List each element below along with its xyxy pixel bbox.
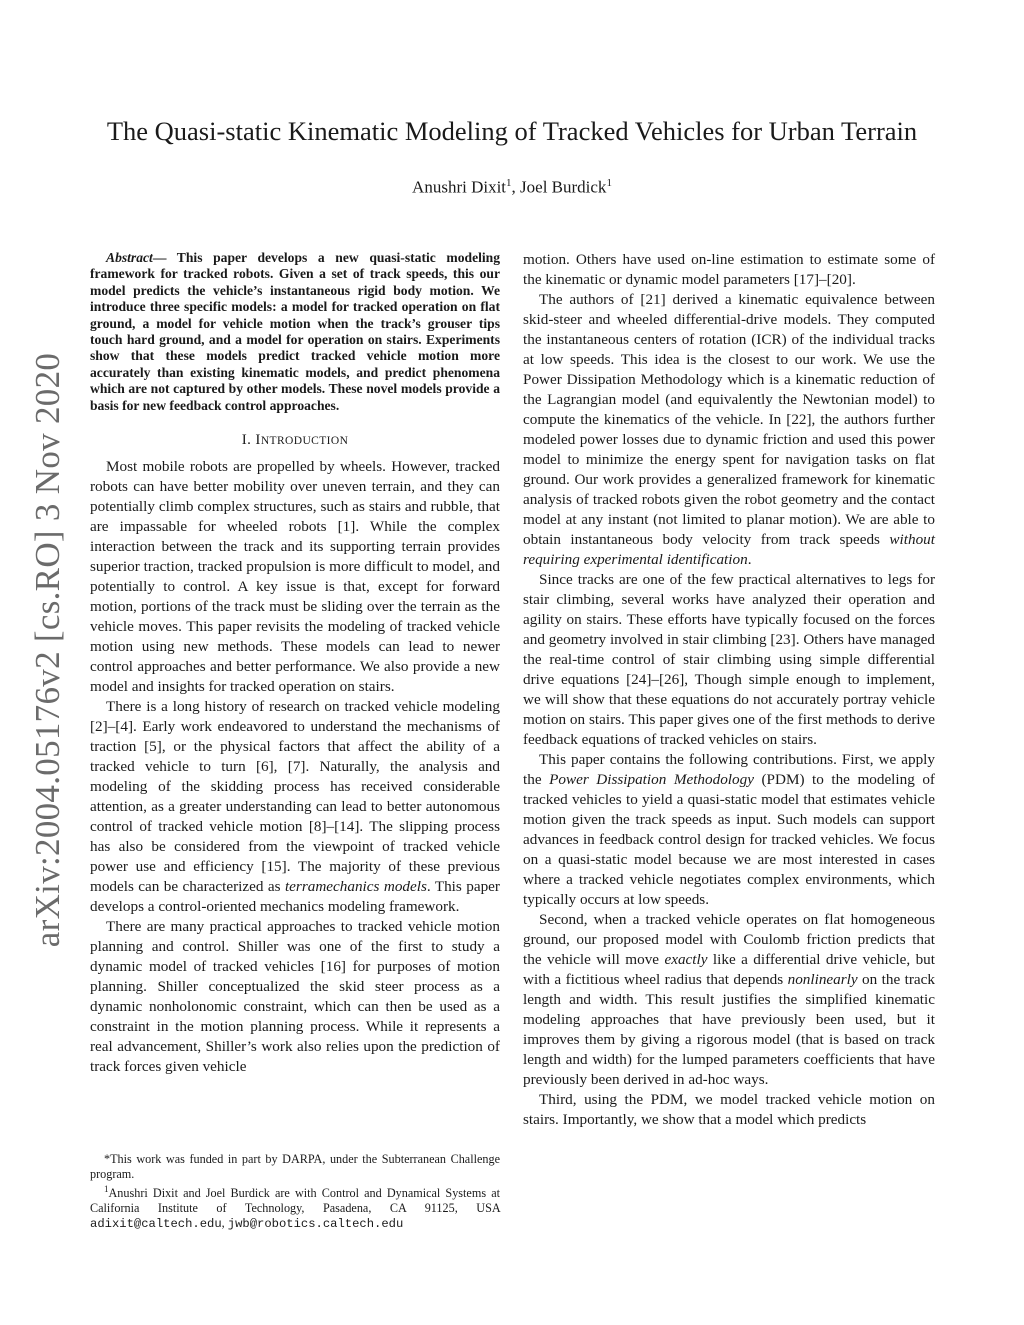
affiliation-text: Anushri Dixit and Joel Burdick are with Control and Dynamical Systems at California Institute of Technology, Pasadena, CA 91125, USA (90, 1186, 500, 1216)
abstract (90, 250, 500, 414)
intro-paragraph: There are many practical approaches to tracked vehicle motion planning and control. Shiller was one of the first to study a dynamic model of tracked vehicles [16] for purposes of motion planning. Shiller conceptualized the skid steer process as a dynamic nonholonomic constraint, which can then be used as a constraint in the motion planning process. While it represents a real advancement, Shiller’s work also relies upon the prediction of track forces given vehicle (90, 918, 500, 1076)
abstract-text: This paper develops a new quasi-static modeling framework for tracked robots. Given a set of track speeds, this our model predicts the vehicle’s instantaneous rigid body motion. We introduce three specific models: a model for tracked operation on flat ground, a model for vehicle motion when the track’s grouser tips touch hard ground, and a model for operation on stairs. Experiments show that these models predict tracked vehicle motion more accurately than existing kinematic models, and predict phenomena which are not captured by other models. These novel models provide a basis for new feedback control approaches. (90, 250, 501, 413)
emphasis-text: terramechanics models (284, 878, 427, 896)
author-separator: , (511, 177, 521, 197)
emphasis-text: without requiring experimental identification (523, 531, 935, 568)
author-burdick: Joel Burdick (520, 177, 607, 197)
paragraph-text: (PDM) to the modeling of tracked vehicles to yield a quasi-static model that estimates vehicle motion given the track speeds as input. Such models can support advances in feedback control design for tracked vehicles. We focus on a quasi-static model because we are most interested in cases where a tracked vehicle negotiates complex environments, which typically occurs at low speeds. (523, 771, 935, 908)
abstract-dash: — (152, 250, 177, 265)
email-burdick: jwb@robotics.caltech.edu (227, 1217, 404, 1232)
body-paragraph (523, 910, 935, 1090)
author-dixit: Anushri Dixit (412, 177, 507, 197)
body-paragraph (523, 750, 935, 910)
funding-footnote: *This work was funded in part by DARPA, under the Subterranean Challenge program. (90, 1152, 500, 1181)
emphasis-text: Power Dissipation Methodology (549, 771, 754, 788)
paragraph-text: on the track length and width. This result justifies the simplified kinematic modeling approaches that have previously been used, but it improves them by giving a rigorous model (that is based on track length and width) for the lumped parameters coefficients that have previously been derived in ad-hoc ways. (523, 971, 935, 1088)
body-paragraph: Third, using the PDM, we model tracked vehicle motion on stairs. Importantly, we show that a model which predicts (523, 1091, 935, 1128)
section-number: I. (241, 432, 256, 449)
affiliation-mark: 1 (606, 177, 612, 189)
intro-paragraph: Most mobile robots are propelled by wheels. However, tracked robots can have better mobility over uneven terrain, and they can potentially climb complex structures, such as stairs and rubble, that are impassable for wheeled robots [1]. While the complex interaction between the track and its supporting terrain provides superior traction, tracked propulsion is more difficult to model, and potentially to control. A key issue is that, except for forward motion, portions of the track must be sliding over the terrain as the vehicle moves. This paper revisits the modeling of tracked vehicle motion using new methods. These models can lead to newer control approaches and better performance. We also provide a new model and insights for tracked operation on stairs. (90, 458, 500, 696)
emphasis-text: nonlinearly (787, 971, 858, 988)
section-title-initial: I (255, 432, 261, 449)
abstract-label: Abstract (106, 250, 153, 265)
paragraph-text: The authors of [21] derived a kinematic equivalence between skid-steer and wheeled differential-drive models. They computed the instantaneous centers of rotation (ICR) of the individual tracks at low speeds. This idea is the closest to our work. We use the Power Dissipation Methodology which is a kinematic reduction of the Lagrangian model (and equivalently the Newtonian model) to compute the kinematics of the vehicle. In [22], the authors further modeled power losses due to dynamic friction and used this power model to minimize the energy spent for navigation tasks on flat ground. Our work provides a generalized framework for kinematic analysis of tracked robots given the robot geometry and the contact model at any instant (not limited to planar motion). We are able to obtain instantaneous body velocity from track speeds (523, 291, 935, 548)
section-title-rest: NTRODUCTION (260, 435, 349, 448)
intro-paragraph (90, 697, 500, 917)
arxiv-stamp (18, 350, 78, 950)
affiliation-footnote (90, 1182, 500, 1232)
continued-paragraph: motion. Others have used on-line estimation to estimate some of the kinematic or dynamic model parameters [17]–[20]. (523, 251, 935, 288)
paragraph-text: This paper contains the following contributions. First, we apply the (523, 751, 935, 788)
paper-title: The Quasi-static Kinematic Modeling of Tracked Vehicles for Urban Terrain (106, 116, 918, 146)
affiliation-mark: 1 (506, 177, 512, 189)
left-column (90, 250, 500, 1077)
right-column (523, 250, 935, 1130)
footnotes (90, 1152, 500, 1232)
email-separator: , (221, 1216, 228, 1231)
affiliation-mark: 1 (104, 1184, 109, 1194)
body-paragraph: Since tracks are one of the few practical alternatives to legs for stair climbing, several works have analyzed their operation and agility on stairs. These efforts have typically focused on the forces and geometry involved in stair climbing [23]. Others have managed the real-time control of stair climbing using simple differential drive equations [24]–[26], Though simple enough to implement, we will show that these equations do not accurately portray vehicle motion on stairs. This paper gives one of the first methods to derive feedback equations of tracked vehicles on stairs. (523, 571, 935, 748)
section-heading-introduction (90, 430, 500, 451)
paragraph-text: There is a long history of research on tracked vehicle modeling [2]–[4]. Early work endeavored to understand the mechanisms of traction [5], or the physical factors that affect the ability of a tracked vehicle to turn [6], [7]. Naturally, the analysis and modeling of the skidding process has received considerable attention, as a greater understanding can lead to better autonomous control of tracked vehicle motion [8]–[14]. The slipping process has also be considered from the viewpoint of tracked vehicle power use and efficiency [15]. The majority of these previous models can be characterized as (90, 698, 500, 896)
paragraph-text: . (747, 551, 752, 568)
body-paragraph (523, 290, 935, 570)
paragraph-text: like a differential drive vehicle, but with a fictitious wheel radius that depends (523, 951, 935, 988)
emphasis-text: exactly (664, 951, 708, 968)
arxiv-identifier: arXiv:2004.05176v2 [cs.RO] 3 Nov 2020 (28, 352, 68, 948)
paragraph-text: . This paper develops a control-oriented mechanics modeling framework. (90, 878, 500, 916)
paragraph-text: Second, when a tracked vehicle operates on flat homogeneous ground, our proposed model with Coulomb friction predicts that the vehicle will move (523, 911, 935, 968)
email-dixit: adixit@caltech.edu (90, 1217, 222, 1232)
author-line (80, 177, 944, 198)
